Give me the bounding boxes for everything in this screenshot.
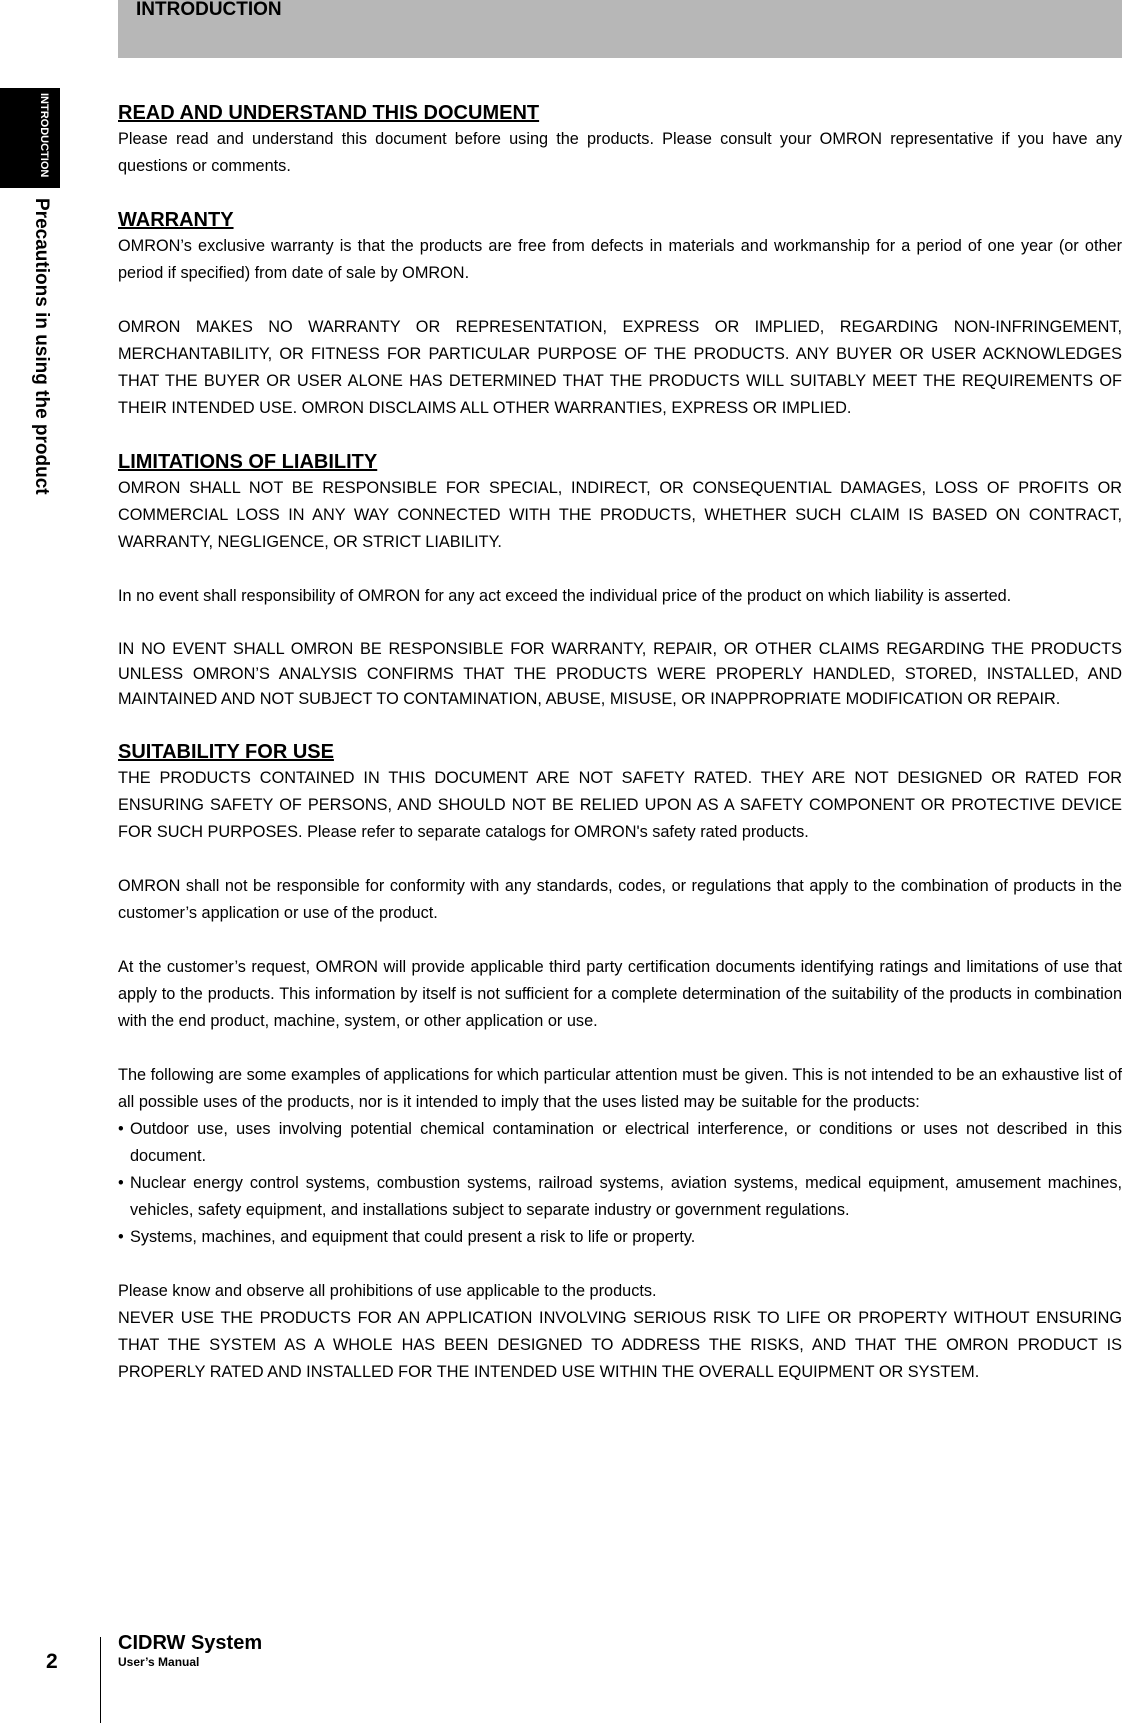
bullet-list	[118, 1116, 1122, 1251]
side-section-title: Precautions in using the product	[31, 198, 52, 495]
paragraph: IN NO EVENT SHALL OMRON BE RESPONSIBLE FOR WARRANTY, REPAIR, OR OTHER CLAIMS REGARDING THE PRODUCTS UNLESS OMRON’S ANALYSIS CONFIRMS THAT THE PRODUCTS WERE PROPERLY HANDLED, STORED, INSTALLED, AND MAINTAINED AND NOT SUBJECT TO CONTAMINATION, ABUSE, MISUSE, OR INAPPROPRIATE MODIFICATION OR REPAIR.	[118, 640, 1122, 708]
header-bar	[118, 0, 1122, 58]
footer-title: CIDRW System	[118, 1632, 263, 1654]
heading-read-document: READ AND UNDERSTAND THIS DOCUMENT	[118, 102, 540, 124]
footer-divider	[100, 1637, 101, 1723]
list-item: • Outdoor use, uses involving potential chemical contamination or electrical interference, or conditions or uses not described in this document.	[118, 1116, 1122, 1170]
list-item: • Systems, machines, and equipment that could present a risk to life or property.	[118, 1224, 1122, 1251]
document-body	[118, 100, 1122, 1386]
paragraph: OMRON MAKES NO WARRANTY OR REPRESENTATION, EXPRESS OR IMPLIED, REGARDING NON-INFRINGEMENT, MERCHANTABILITY, OR FITNESS FOR PARTICULAR PURPOSE OF THE PRODUCTS. ANY BUYER OR USER ACKNOWLEDGES THAT THE BUYER OR USER ALONE HAS DETERMINED THAT THE PRODUCTS WILL SUITABLY MEET THE REQUIREMENTS OF THEIR INTENDED USE. OMRON DISCLAIMS ALL OTHER WARRANTIES, EXPRESS OR IMPLIED.	[118, 318, 1122, 417]
paragraph: The following are some examples of applications for which particular attention must be given. This is not intended to be an exhaustive list of all possible uses of the products, nor is it intended to imply that the uses listed may be suitable for the products:	[118, 1066, 1122, 1111]
heading-limitations-of-liability: LIMITATIONS OF LIABILITY	[118, 451, 378, 473]
page-number: 2	[46, 1650, 58, 1673]
list-item: • Nuclear energy control systems, combustion systems, railroad systems, aviation systems, medical equipment, amusement machines, vehicles, safety equipment, and installations subject to separate industry or government regulations.	[118, 1170, 1122, 1224]
paragraph: OMRON’s exclusive warranty is that the products are free from defects in materials and workmanship for a period of one year (or other period if specified) from date of sale by OMRON.	[118, 237, 1122, 282]
heading-suitability-for-use: SUITABILITY FOR USE	[118, 741, 334, 763]
paragraph: Please know and observe all prohibitions of use applicable to the products.	[118, 1282, 657, 1300]
heading-warranty: WARRANTY	[118, 209, 234, 231]
paragraph: In no event shall responsibility of OMRON for any act exceed the individual price of the product on which liability is asserted.	[118, 587, 1012, 605]
side-tab	[0, 88, 60, 188]
paragraph: NEVER USE THE PRODUCTS FOR AN APPLICATION INVOLVING SERIOUS RISK TO LIFE OR PROPERTY WITHOUT ENSURING THAT THE SYSTEM AS A WHOLE HAS BEEN DESIGNED TO ADDRESS THE RISKS, AND THAT THE OMRON PRODUCT IS PROPERLY RATED AND INSTALLED FOR THE INTENDED USE WITHIN THE OVERALL EQUIPMENT OR SYSTEM.	[118, 1309, 1122, 1381]
paragraph: Please read and understand this document before using the products. Please consult your OMRON representative if you have any questions or comments.	[118, 130, 1122, 175]
side-tab-label: INTRODUCTION	[38, 93, 50, 178]
paragraph: OMRON shall not be responsible for conformity with any standards, codes, or regulations that apply to the combination of products in the customer’s application or use of the product.	[118, 877, 1122, 922]
header-title: INTRODUCTION	[136, 0, 282, 20]
footer-subtitle: User’s Manual	[118, 1655, 200, 1669]
paragraph: At the customer’s request, OMRON will provide applicable third party certification documents identifying ratings and limitations of use that apply to the products. This information by itself is not sufficient for a complete determination of the suitability of the products in combination with the end product, machine, system, or other application or use.	[118, 958, 1122, 1030]
paragraph: OMRON SHALL NOT BE RESPONSIBLE FOR SPECIAL, INDIRECT, OR CONSEQUENTIAL DAMAGES, LOSS OF PROFITS OR COMMERCIAL LOSS IN ANY WAY CONNECTED WITH THE PRODUCTS, WHETHER SUCH CLAIM IS BASED ON CONTRACT, WARRANTY, NEGLIGENCE, OR STRICT LIABILITY.	[118, 479, 1122, 551]
paragraph: THE PRODUCTS CONTAINED IN THIS DOCUMENT ARE NOT SAFETY RATED. THEY ARE NOT DESIGNED OR RATED FOR ENSURING SAFETY OF PERSONS, AND SHOULD NOT BE RELIED UPON AS A SAFETY COMPONENT OR PROTECTIVE DEVICE FOR SUCH PURPOSES. Please refer to separate catalogs for OMRON's safety rated products.	[118, 769, 1122, 841]
